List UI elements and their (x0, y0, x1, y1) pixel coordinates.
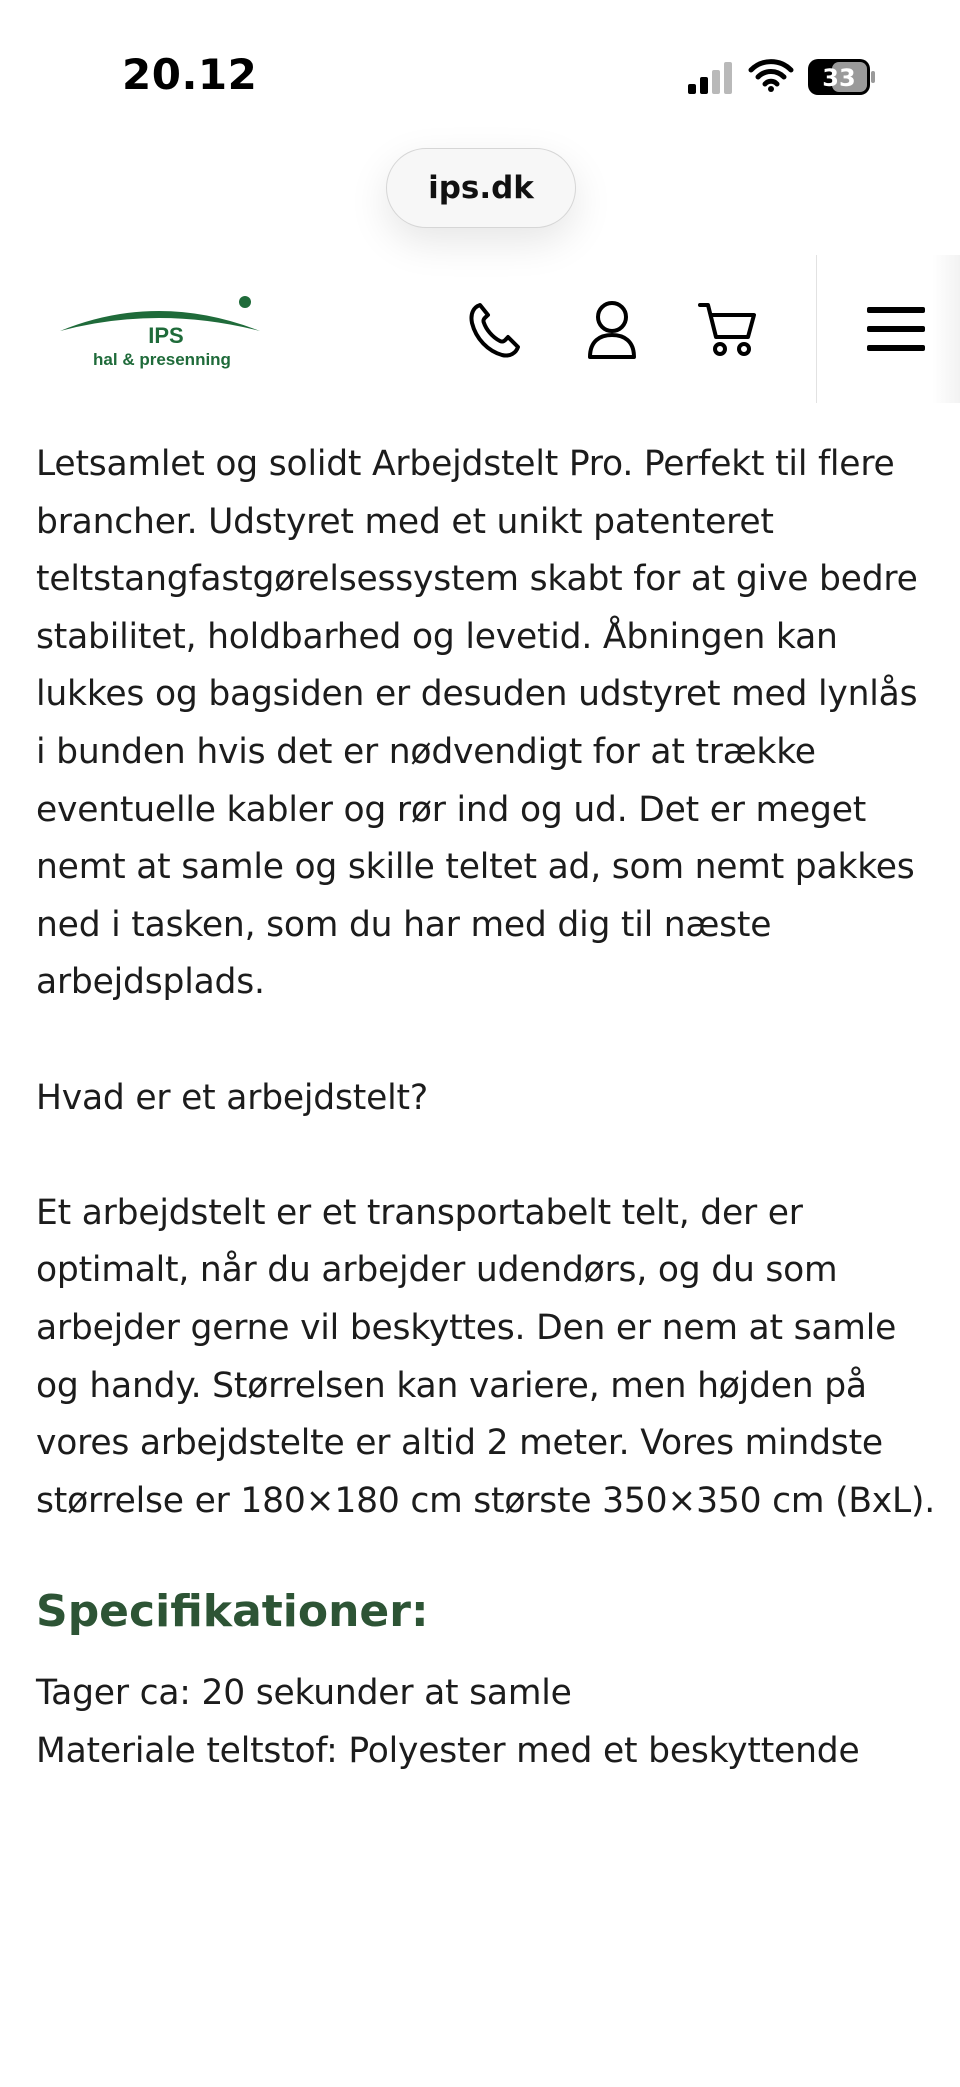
battery-level: 33 (822, 64, 856, 92)
url-text: ips.dk (428, 170, 534, 206)
menu-button[interactable] (816, 255, 960, 403)
spec-line: Materiale teltstof: Polyester med et beskyttende (36, 1730, 860, 1771)
faq-answer: Et arbejdstelt er et transportabelt telt, der er optimalt, når du arbejder udendørs, og du som arbejder gerne vil beskyttes. Den er nem at samle og handy. Størrelsen kan variere, men højden på vores arbejdstelte er altid 2 meter. Vores mindste størrelse er 180×180 cm største 350×350 cm (BxL). (36, 1192, 936, 1521)
faq-question: Hvad er et arbejdstelt? (36, 1077, 428, 1118)
svg-text:IPS: IPS (148, 323, 184, 348)
hamburger-menu-icon (867, 305, 925, 353)
address-bar[interactable] (386, 148, 576, 228)
signal-icon (688, 62, 736, 94)
user-icon[interactable] (580, 297, 644, 361)
spacer (36, 1012, 936, 1070)
product-description (36, 436, 936, 1780)
description-paragraph: Letsamlet og solidt Arbejdstelt Pro. Perfekt til flere brancher. Udstyret med et unikt patenteret teltstangfastgørelsessystem skabt for at give bedre stabilitet, holdbarhed og levetid. Åbningen kan lukkes og bagsiden er desuden udstyret med lynlås i bunden hvis det er nødvendigt for at trække eventuelle kabler og rør ind og ud. Det er meget nemt at samle og skille teltet ad, som nemt pakkes ned i tasken, som du har med dig til næste arbejdsplads. (36, 444, 918, 1003)
specifications-heading: Specifikationer: (36, 1586, 429, 1638)
battery-icon (808, 59, 876, 95)
wifi-icon (748, 58, 794, 92)
spacer (36, 1127, 936, 1185)
ips-logo[interactable] (58, 293, 264, 373)
status-time: 20.12 (122, 50, 258, 99)
svg-text:hal & presenning: hal & presenning (93, 350, 231, 369)
spec-line: Tager ca: 20 sekunder at samle (36, 1673, 572, 1714)
site-header (0, 255, 960, 405)
phone-icon[interactable] (462, 297, 526, 361)
status-bar (0, 0, 960, 150)
cart-icon[interactable] (696, 297, 760, 361)
